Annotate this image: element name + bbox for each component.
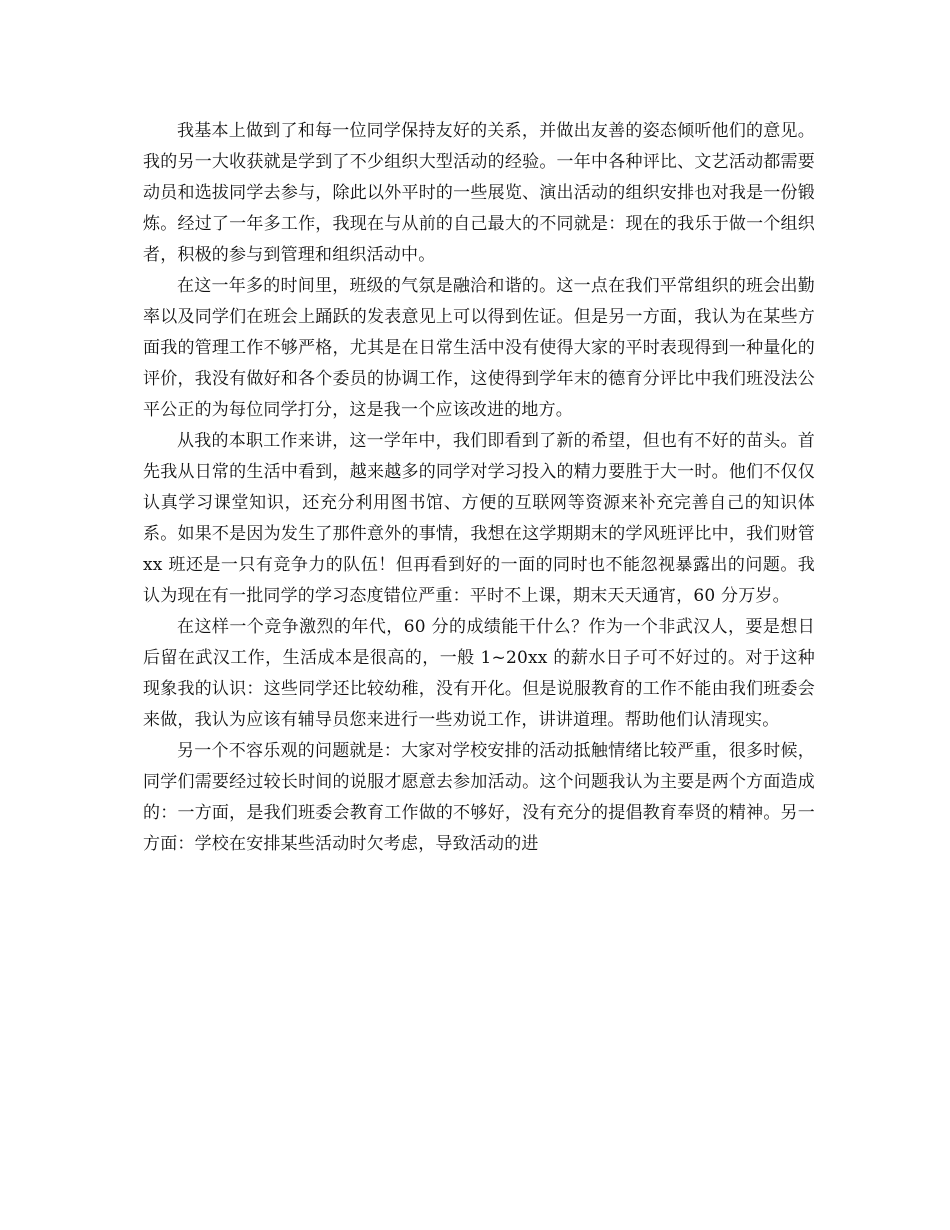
document-body <box>143 116 815 860</box>
paragraph-2: 在这一年多的时间里，班级的气氛是融洽和谐的。这一点在我们平常组织的班会出勤率以及同学们在班会上踊跃的发表意见上可以得到佐证。但是另一方面，我认为在某些方面我的管理工作不够严格，尤其是在日常生活中没有使得大家的平时表现得到一种量化的评价，我没有做好和各个委员的协调工作，这使得到学年末的德育分评比中我们班没法公平公正的为每位同学打分，这是我一个应该改进的地方。 <box>143 276 815 420</box>
paragraph-4: 在这样一个竞争激烈的年代，60 分的成绩能干什么？作为一个非武汉人，要是想日后留在武汉工作，生活成本是很高的，一般 1~20xx 的薪水日子可不好过的。对于这种现象我的认识：这些同学还比较幼稚，没有开化。但是说服教育的工作不能由我们班委会来做，我认为应该有辅导员您来进行一些劝说工作，讲讲道理。帮助他们认清现实。 <box>143 617 815 730</box>
paragraph-5: 另一个不容乐观的问题就是：大家对学校安排的活动抵触情绪比较严重，很多时候，同学们需要经过较长时间的说服才愿意去参加活动。这个问题我认为主要是两个方面造成的：一方面，是我们班委会教育工作做的不够好，没有充分的提倡教育奉贤的精神。另一方面：学校在安排某些活动时欠考虑，导致活动的进 <box>143 741 815 854</box>
paragraph-1: 我基本上做到了和每一位同学保持友好的关系，并做出友善的姿态倾听他们的意见。我的另一大收获就是学到了不少组织大型活动的经验。一年中各种评比、文艺活动都需要动员和选拔同学去参与，除此以外平时的一些展览、演出活动的组织安排也对我是一份锻炼。经过了一年多工作，我现在与从前的自己最大的不同就是：现在的我乐于做一个组织者，积极的参与到管理和组织活动中。 <box>143 121 815 265</box>
paragraph-3: 从我的本职工作来讲，这一学年中，我们即看到了新的希望，但也有不好的苗头。首先我从日常的生活中看到，越来越多的同学对学习投入的精力要胜于大一时。他们不仅仅认真学习课堂知识，还充分利用图书馆、方便的互联网等资源来补充完善自己的知识体系。如果不是因为发生了那件意外的事情，我想在这学期期末的学风班评比中，我们财管 xx 班还是一只有竞争力的队伍！但再看到好的一面的同时也不能忽视暴露出的问题。我认为现在有一批同学的学习态度错位严重：平时不上课，期末天天通宵，60 分万岁。 <box>143 431 815 606</box>
